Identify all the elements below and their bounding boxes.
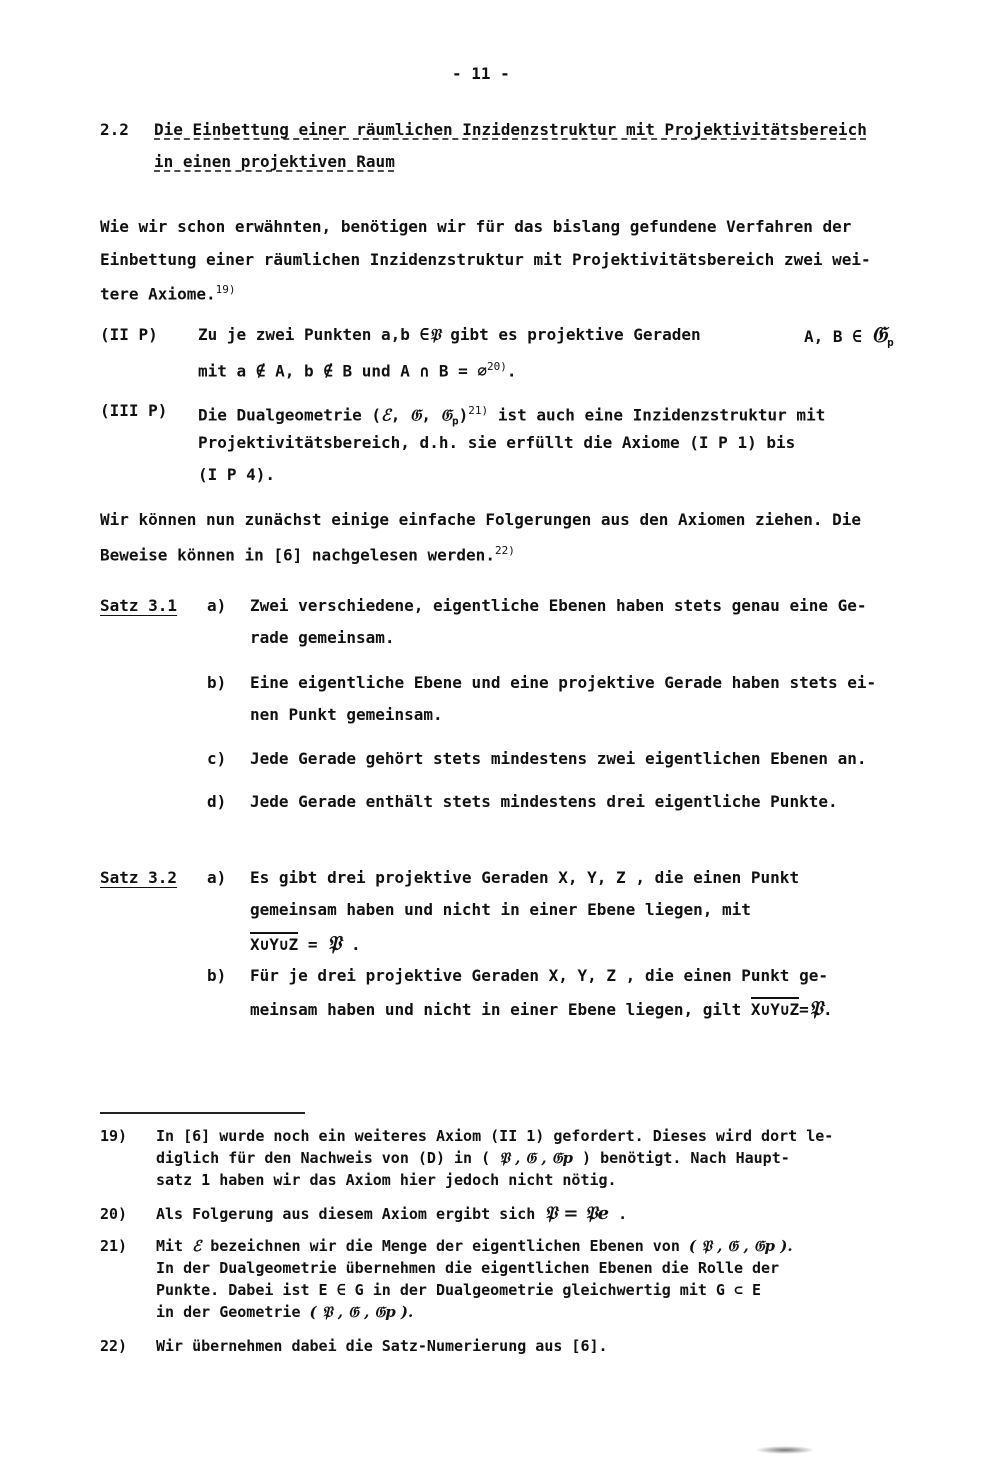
footnote-21-line-4-symbols: ( 𝔓 , 𝔊 , 𝔊p ). xyxy=(309,1303,414,1321)
axiom-iiip-line-3: (I P 4). xyxy=(198,465,276,484)
footnote-20-text: Als Folgerung aus diesem Axiom ergibt sich xyxy=(156,1205,536,1223)
satz-3-2-a-marker: a) xyxy=(207,868,227,887)
satz-3-1-c-marker: c) xyxy=(207,749,227,768)
footnote-20-number: 20) xyxy=(100,1205,128,1223)
satz-3-2-b-line-1: Für je drei projektive Geraden X, Y, Z , die einen Punkt ge- xyxy=(250,966,828,985)
equals-sign: = xyxy=(799,1000,809,1019)
axiom-iip-label: (II P) xyxy=(100,325,158,344)
footnote-19-line-3: satz 1 haben wir das Axiom hier jedoch nicht nötig. xyxy=(156,1171,617,1189)
axiom-iiip-label: (III P) xyxy=(100,401,168,420)
satz-3-1-a-line-1: Zwei verschiedene, eigentliche Ebenen haben stets genau eine Ge- xyxy=(250,596,867,615)
satz-3-2-a-line-2: gemeinsam haben und nicht in einer Ebene liegen, mit xyxy=(250,900,751,919)
satz-3-2-b-marker: b) xyxy=(207,966,227,985)
footnote-21-line-2: In der Dualgeometrie übernehmen die eigentlichen Ebenen die Rolle der xyxy=(156,1259,780,1277)
formula-period: . xyxy=(350,935,361,954)
footnote-22-text: Wir übernehmen dabei die Satz-Numerierung aus [6]. xyxy=(156,1337,608,1355)
satz-3-1-b-marker: b) xyxy=(207,673,227,692)
union-xyz: X∪Y∪Z xyxy=(751,997,799,1019)
axiom-iip-text-b: gibt es projektive Geraden xyxy=(450,325,701,344)
footnote-21-line-1 xyxy=(156,1236,793,1256)
footnote-ref-21: 21) xyxy=(468,404,489,417)
satz-3-1-c-line-1: Jede Gerade gehört stets mindestens zwei eigentlichen Ebenen an. xyxy=(250,749,867,768)
footnote-22-number: 22) xyxy=(100,1337,128,1355)
scan-smudge xyxy=(755,1446,815,1454)
satz-3-2-a-formula xyxy=(250,933,361,955)
satz-3-1-b-line-1: Eine eigentliche Ebene und eine projektive Gerade haben stets ei- xyxy=(250,673,877,692)
consequences-line-2 xyxy=(100,541,515,565)
satz-3-2-label: Satz 3.2 xyxy=(100,868,178,887)
axiom-iip-text-c: A, B ∈ xyxy=(804,327,862,346)
footnote-21-line-3: Punkte. Dabei ist E ∈ G in der Dualgeometrie gleichwertig mit G ⊂ E xyxy=(156,1281,762,1299)
axiom-iiip-text-b: ) xyxy=(458,405,469,425)
satz-3-1-a-line-2: rade gemeinsam. xyxy=(250,628,395,647)
subscript-p: p xyxy=(887,336,894,350)
script-e-symbol: ℰ xyxy=(192,1237,202,1255)
intro-line-2: Einbettung einer räumlichen Inzidenzstruktur mit Projektivitätsbereich zwei wei- xyxy=(100,250,871,269)
footnote-20-formula: 𝔓 = 𝔓e xyxy=(544,1203,610,1224)
footnote-ref-22: 22) xyxy=(494,544,515,557)
axiom-iip-line-1-end xyxy=(804,322,894,353)
footnote-separator xyxy=(100,1112,305,1114)
axiom-iip-line-2: mit a ∉ A, b ∉ B und A ∩ B = ∅$^{20)}$. xyxy=(198,360,517,381)
consequences-line-2-text: Beweise können in [6] nachgelesen werden. xyxy=(100,545,495,565)
footnote-19-number: 19) xyxy=(100,1127,128,1145)
axiom-iip-line-1 xyxy=(198,325,701,345)
page-number: - 11 - xyxy=(452,64,510,83)
footnote-21-number: 21) xyxy=(100,1237,128,1255)
axiom-iiip-line-2: Projektivitätsbereich, d.h. sie erfüllt die Axiome (I P 1) bis xyxy=(198,433,796,452)
footnote-19-symbols: 𝔓 , 𝔊 , 𝔊p xyxy=(499,1149,574,1167)
equals-sign: = xyxy=(307,935,318,954)
footnote-21-line-1-a: Mit xyxy=(156,1237,184,1255)
section-title-line-1: Die Einbettung einer räumlichen Inzidenzstruktur mit Projektivitätsbereich xyxy=(154,120,867,139)
script-p-symbol: 𝔓 xyxy=(327,931,342,955)
script-gp-symbol: 𝔊 xyxy=(440,405,453,425)
satz-3-1-label: Satz 3.1 xyxy=(100,596,178,615)
axiom-iiip-text-a: Die Dualgeometrie ( xyxy=(198,405,382,425)
satz-3-1-d-marker: d) xyxy=(207,792,227,811)
script-p-symbol: 𝔓 xyxy=(808,996,823,1020)
satz-3-1-b-line-2: nen Punkt gemeinsam. xyxy=(250,705,443,724)
satz-3-1-a-marker: a) xyxy=(207,596,227,615)
footnote-21-symbols: ( 𝔓 , 𝔊 , 𝔊p ). xyxy=(688,1237,793,1255)
footnote-21-line-1-b: bezeichnen wir die Menge der eigentlichen Ebenen von xyxy=(210,1237,680,1255)
intro-line-1: Wie wir schon erwähnten, benötigen wir für das bislang gefundene Verfahren der xyxy=(100,217,852,236)
footnote-19-line-2-b: ) benötigt. Nach Haupt- xyxy=(582,1149,790,1167)
footnote-19-line-2-a: diglich für den Nachweis von (D) in ( xyxy=(156,1149,491,1167)
section-number: 2.2 xyxy=(100,120,129,139)
footnote-20-line xyxy=(156,1204,627,1224)
script-e-symbol: ℰ xyxy=(381,405,391,425)
consequences-line-1: Wir können nun zunächst einige einfache Folgerungen aus den Axiomen ziehen. Die xyxy=(100,510,861,529)
satz-3-2-a-line-1: Es gibt drei projektive Geraden X, Y, Z , die einen Punkt xyxy=(250,868,800,887)
footnote-19-line-2 xyxy=(156,1148,790,1168)
axiom-iip-text-a: Zu je zwei Punkten a,b ∈ xyxy=(198,325,430,344)
axiom-iiip-text-c: ist auch eine Inzidenzstruktur mit xyxy=(497,405,826,425)
satz-3-2-b-line-2-text: meinsam haben und nicht in einer Ebene liegen, gilt xyxy=(250,1000,742,1019)
footnote-ref-20: 20) xyxy=(486,360,507,373)
script-g-symbol: 𝔊 xyxy=(409,405,422,425)
footnote-19-line-1: In [6] wurde noch ein weiteres Axiom (II 1) gefordert. Dieses wird dort le- xyxy=(156,1127,834,1145)
subscript-p: p xyxy=(452,414,459,428)
section-title-line-2: in einen projektiven Raum xyxy=(154,152,395,171)
union-xyz: X∪Y∪Z xyxy=(250,932,298,954)
satz-3-2-b-line-2 xyxy=(250,998,833,1020)
satz-3-1-d-line-1: Jede Gerade enthält stets mindestens drei eigentliche Punkte. xyxy=(250,792,838,811)
footnote-ref-19: 19) xyxy=(215,283,236,296)
axiom-iiip-line-1: Die Dualgeometrie (ℰ, 𝔊, 𝔊$_p$)$^{21)}$ ist auch eine Inzidenzstruktur mit xyxy=(198,404,826,428)
intro-line-3-text: tere Axiome. xyxy=(100,284,216,304)
footnote-21-line-4 xyxy=(156,1302,413,1322)
axiom-iip-line-2-text: mit a ∉ A, b ∉ B und A ∩ B = ∅ xyxy=(198,361,487,381)
script-p-symbol: 𝔓 xyxy=(429,325,441,344)
script-g-symbol: 𝔊 xyxy=(871,322,888,348)
footnote-21-line-4-a: in der Geometrie xyxy=(156,1303,301,1321)
intro-line-3 xyxy=(100,280,235,304)
formula-period: . xyxy=(822,1000,833,1019)
footnote-20-end: . xyxy=(618,1205,628,1223)
